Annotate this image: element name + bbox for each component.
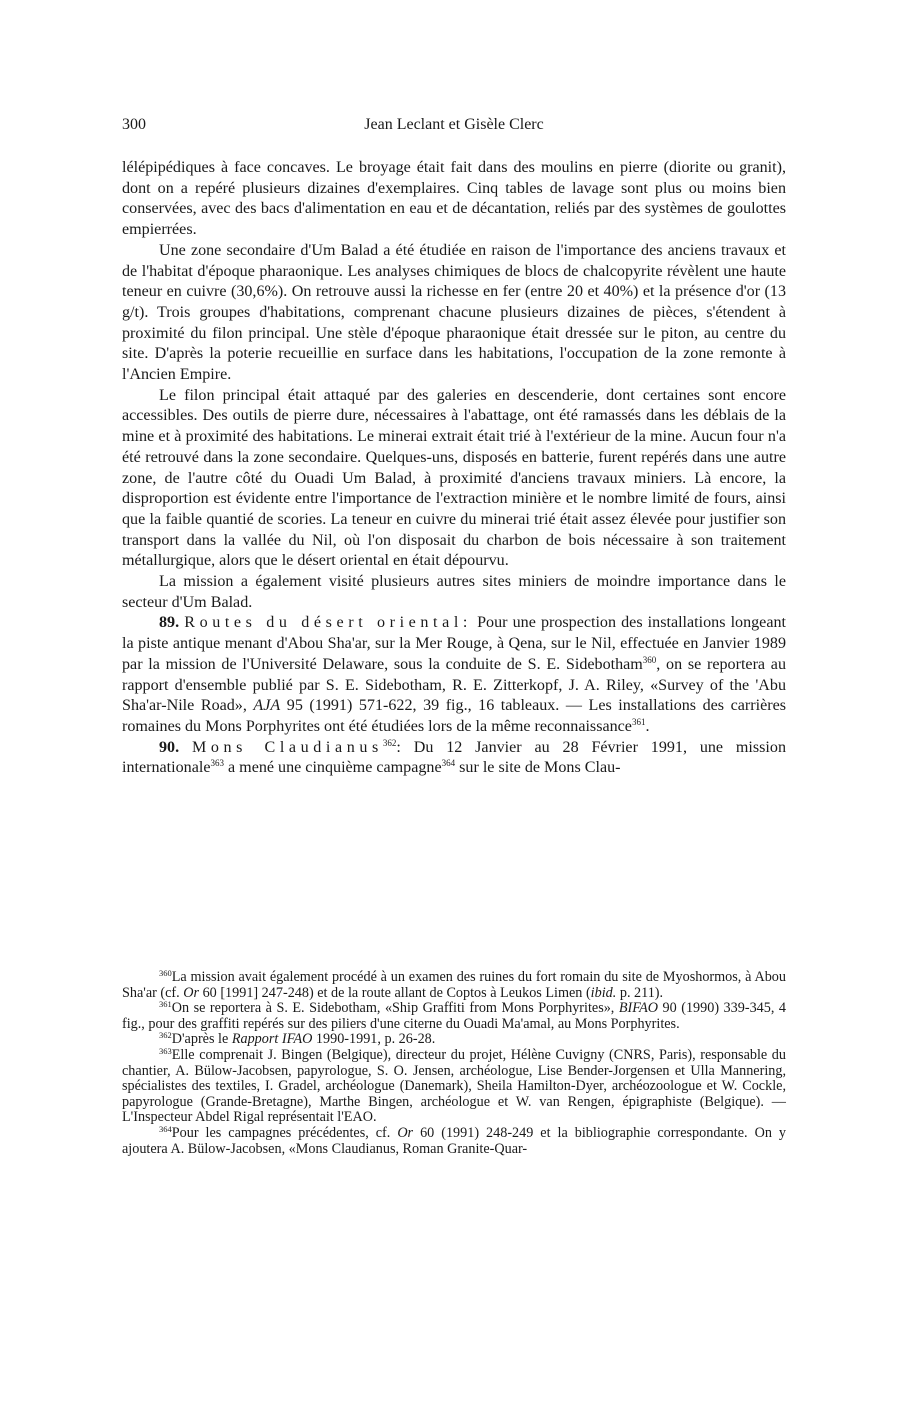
footnote-361	[122, 1001, 786, 1032]
text-run: 95 (1991) 571-622, 39 fig., 16 tableaux. — Les installations des carrières romaines du Mons Porphyrites ont été étudiées lors de la même reconnaissance	[122, 697, 786, 735]
paragraph: lélépipédiques à face concaves. Le broyage était fait dans des moulins en pierre (diorite ou granit), dont on a repéré plusieurs dizaines d'exemplaires. Cinq tables de lavage sont plus ou moins bien conservées, avec des bacs d'alimentation en eau et de décantation, reliés par des systèmes de goulottes empierrées.	[122, 159, 786, 239]
section-89	[122, 613, 786, 737]
text-run: D'après le	[171, 1031, 232, 1048]
footnote-ref[interactable]: 361	[631, 716, 646, 727]
footnote-364	[122, 1123, 786, 1157]
journal-abbrev: BIFAO	[618, 1000, 659, 1017]
journal-abbrev: Or	[397, 1124, 414, 1141]
section-90	[122, 738, 786, 779]
journal-abbrev: AJA	[253, 697, 281, 715]
text-run: 60 [1991] 247-248) et de la route allant de Coptos à Leukos Limen (	[199, 984, 591, 1001]
footnote-362	[122, 1032, 786, 1048]
paragraph: La mission a également visité plusieurs autres sites miniers de moindre importance dans le secteur d'Um Balad.	[122, 573, 786, 611]
text-run: a mené une cinquième campagne	[223, 759, 442, 777]
text-run: p. 211).	[616, 984, 664, 1001]
text-run: : Du 12 Janvier au 28 Février 1991, une mission internationale	[122, 738, 786, 777]
footnote-ref[interactable]: 363	[210, 758, 224, 769]
journal-abbrev: Or	[183, 984, 200, 1001]
ibid-abbrev: ibid.	[590, 984, 617, 1001]
section-title: Routes du désert oriental:	[184, 614, 472, 632]
footnote-number: 361	[159, 999, 172, 1010]
footnote-number: 363	[159, 1045, 172, 1056]
text-run: On se reportera à S. E. Sidebotham, «Ship Graffiti from Mons Porphyrites»,	[171, 1000, 619, 1017]
footnote-360	[122, 970, 786, 1001]
paragraph: Le filon principal était attaqué par des galeries en descenderie, dont certaines sont encore accessibles. Des outils de pierre dure, nécessaires à l'abattage, ont été ramassés dans les déblais de la mine et à proximité des habitations. Le minerai extrait était trié à l'extérieur de la mine. Aucun four n'a été retrouvé dans la zone secondaire. Quelques-uns, disposés en batterie, furent repérés dans une autre zone, de l'autre côté du Ouadi Um Balad, à proximité d'anciens travaux miniers. Là encore, la disproportion est évidente entre l'importance de l'extraction minière et le nombre limité de fours, ainsi que la faible quantié de scories. La teneur en cuivre du minerai trié était assez élevée pour justifier son transport dans la vallée du Nil, où l'on disposait du charbon de bois nécessaire à son traitement métallurgique, alors que le désert oriental en était dépourvu.	[122, 386, 786, 570]
footnote-ref[interactable]: 364	[441, 758, 456, 769]
text-run: Pour les campagnes précédentes, cf.	[171, 1124, 398, 1141]
footnote-ref[interactable]: 362	[382, 737, 397, 748]
section-title: Mons Claudianus	[191, 738, 383, 756]
report-title: Rapport IFAO	[231, 1031, 313, 1048]
section-number: 90.	[159, 738, 180, 756]
text-run: sur le site de Mons Clau-	[455, 759, 621, 777]
section-number: 89.	[159, 614, 180, 632]
footnote-number: 364	[159, 1123, 172, 1134]
footnote-363	[122, 1045, 786, 1126]
text-run: 60 (1991) 248-249 et la bibliographie correspondante. On y ajoutera A. Bülow-Jacobsen, «Mons Claudianus, Roman Granite-Quar-	[122, 1124, 786, 1157]
footnotes	[122, 970, 786, 1157]
text-run: , on se reportera au rapport d'ensemble publié par S. E. Sidebotham, R. E. Zitterkopf, J. A. Riley, «Survey of the 'Abu Sha'ar-Nile Road»,	[122, 655, 786, 715]
page-number: 300	[122, 116, 146, 133]
text-run: Elle comprenait J. Bingen (Belgique), directeur du projet, Hélène Cuvigny (CNRS, Paris), responsable du chantier, A. Bülow-Jacobsen, papyrologue, S. O. Jensen, archéologue, Lise Bender-Jorgensen et Ulla Mannering, spécialistes des textiles, I. Gradel, archéologue (Danemark), Sheila Hamilton-Dyer, archéozoologue et W. Cockle, papyrologue (Grande-Bretagne), Marthe Bingen, archéologue et W. van Rengen, épigraphiste (Belgique). — L'Inspecteur Abdel Rigal représentait l'EAO.	[122, 1046, 786, 1126]
main-text	[122, 158, 786, 779]
text-run: Pour une prospection des installations longeant la piste antique menant d'Abou Sha'ar, sur la Mer Rouge, à Qena, sur le Nil, effectuée en Janvier 1989 par la mission de l'Université Delaware, sous la conduite de S. E. Sidebotham	[122, 614, 786, 673]
page-header	[122, 116, 786, 140]
text-run: La mission avait également procédé à un examen des ruines du fort romain du site de Myoshormos, à Abou Sha'ar (cf.	[122, 969, 786, 1001]
paragraph: Une zone secondaire d'Um Balad a été étudiée en raison de l'importance des anciens travaux et de l'habitat d'époque pharaonique. Les analyses chimiques de blocs de chalcopyrite révèlent une haute teneur en cuivre (30,6%). On retrouve aussi la richesse en fer (entre 20 et 40%) et la présence d'or (13 g/t). Trois groupes d'habitations, comprenant chacune plusieurs dizaines de pièces, s'étendent à proximité du filon principal. Une stèle d'époque pharaonique était dressée sur le piton, au centre du site. D'après la poterie recueillie en surface dans les habitations, l'occupation de la zone remonte à l'Ancien Empire.	[122, 241, 786, 384]
text-run: 1990-1991, p. 26-28.	[312, 1031, 436, 1048]
footnote-number: 360	[159, 968, 172, 978]
text-run: .	[645, 717, 650, 735]
running-title: Jean Leclant et Gisèle Clerc	[364, 116, 544, 133]
footnote-ref[interactable]: 360	[642, 654, 657, 665]
footnote-number: 362	[159, 1030, 172, 1041]
text-run: 90 (1990) 339-345, 4 fig., pour des graffiti repérés sur des piliers d'une citerne du Ouadi Ma'amal, au Mons Porphyrites.	[122, 1000, 786, 1032]
